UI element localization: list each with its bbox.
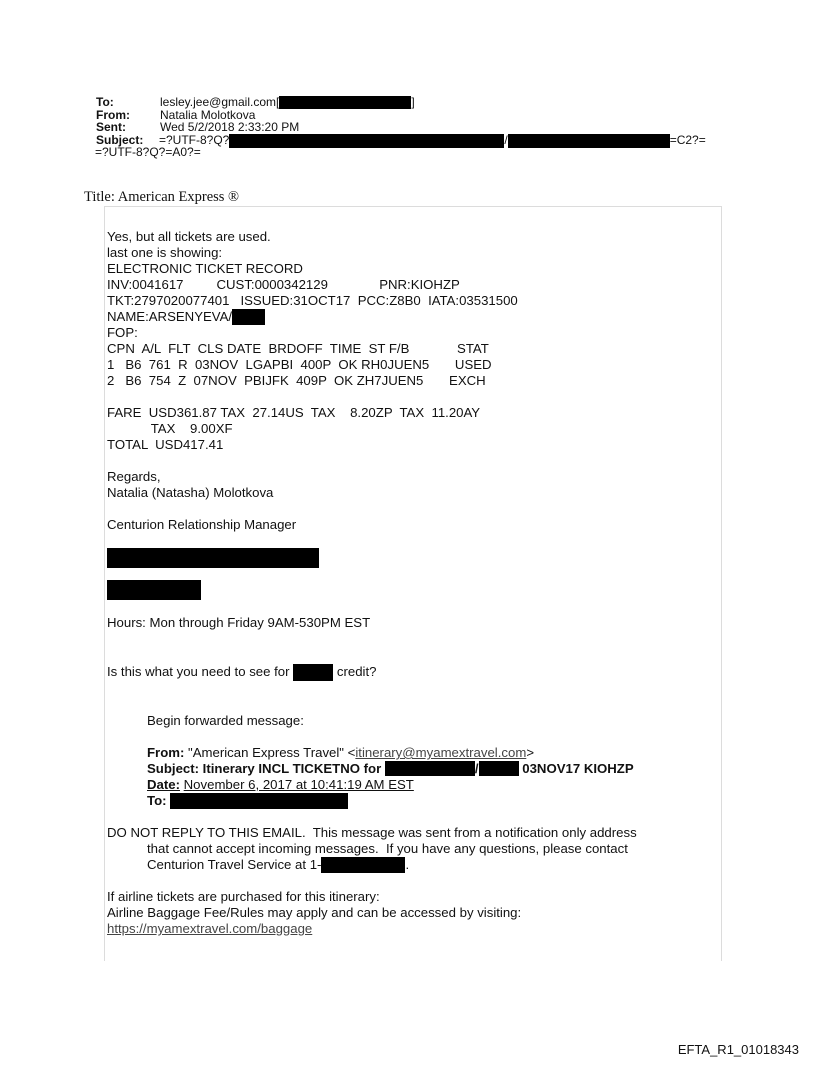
body-line: FOP: — [107, 325, 138, 340]
signature-title: Centurion Relationship Manager — [107, 517, 297, 532]
to-label: To: — [96, 95, 114, 109]
baggage-link[interactable]: https://myamextravel.com/baggage — [107, 921, 313, 936]
body-line: ELECTRONIC TICKET RECORD — [107, 261, 303, 276]
subject-label: Subject: — [96, 132, 144, 147]
fwd-subject-line — [147, 761, 634, 777]
redaction-to — [279, 96, 411, 109]
fwd-from-value: "American Express Travel" < — [188, 745, 356, 760]
fwd-to-label: To: — [147, 793, 167, 808]
sent-row — [96, 121, 706, 134]
question-line — [107, 664, 376, 681]
fwd-from-line — [147, 745, 534, 761]
fwd-subject: Subject: Itinerary INCL TICKETNO for — [147, 761, 382, 776]
fwd-date-line — [147, 777, 414, 793]
from-value: Natalia Molotkova — [160, 107, 256, 122]
fwd-from-label: From: — [147, 745, 185, 760]
body-line: TKT:2797020077401 ISSUED:31OCT17 PCC:Z8B0 IATA:03531500 — [107, 293, 518, 308]
fwd-subject-sep: / — [474, 761, 479, 776]
redaction-fwd-subject-1 — [385, 761, 475, 776]
to-value: lesley.jee@gmail.com[ — [160, 95, 280, 109]
body-line: 2 B6 754 Z 07NOV PBIJFK 409P OK ZH7JUEN5 EXCH — [107, 373, 486, 388]
notice-phone-line — [147, 857, 409, 873]
redaction-fwd-to — [170, 793, 348, 809]
fwd-subject-tail: 03NOV17 KIOHZP — [522, 761, 634, 776]
question-end: credit? — [336, 664, 377, 679]
subject-tail: =C2?= — [669, 132, 706, 147]
body-line: CPN A/L FLT CLS DATE BRDOFF TIME ST F/B STAT — [107, 341, 489, 356]
hours: Hours: Mon through Friday 9AM-530PM EST — [107, 615, 371, 630]
body-line: Yes, but all tickets are used. — [107, 229, 271, 244]
airline-line: Airline Baggage Fee/Rules may apply and can be accessed by visiting: — [107, 905, 522, 920]
redaction-name — [232, 309, 265, 325]
notice-line: DO NOT REPLY TO THIS EMAIL. This message was sent from a notification only address — [107, 825, 637, 840]
redaction-phone — [321, 857, 405, 873]
body-line: last one is showing: — [107, 245, 223, 260]
sent-label: Sent: — [96, 120, 126, 134]
fwd-from-end: > — [526, 745, 535, 760]
from-label: From: — [96, 107, 130, 122]
fwd-date-label: Date: — [147, 777, 180, 792]
fwd-date-value: November 6, 2017 at 10:41:19 AM EST — [183, 777, 414, 792]
document-id: EFTA_R1_01018343 — [677, 1042, 799, 1057]
subject-line2: =?UTF-8?Q?=A0?= — [95, 145, 201, 159]
body-line: 1 B6 761 R 03NOV LGAPBI 400P OK RH0JUEN5 USED — [107, 357, 492, 372]
forwarded-intro: Begin forwarded message: — [147, 713, 304, 728]
regards: Regards, — [107, 469, 161, 484]
body-line: FARE USD361.87 TAX 27.14US TAX 8.20ZP TAX 11.20AY — [107, 405, 481, 420]
redaction-fwd-subject-2 — [479, 761, 519, 776]
passenger-name: NAME:ARSENYEVA/ — [107, 309, 233, 324]
fwd-from-email-link[interactable]: itinerary@myamextravel.com — [355, 745, 527, 760]
sent-value: Wed 5/2/2018 2:33:20 PM — [160, 120, 300, 134]
body-line: TOTAL USD417.41 — [107, 437, 224, 452]
redaction-contact-2 — [107, 580, 201, 600]
subject-sep: / — [504, 132, 508, 147]
notice-end: . — [405, 857, 410, 872]
signature-name: Natalia (Natasha) Molotkova — [107, 485, 274, 500]
body-line: TAX 9.00XF — [107, 421, 233, 436]
redaction-question — [293, 664, 333, 681]
notice-line: that cannot accept incoming messages. If you have any questions, please contact — [147, 841, 628, 856]
redaction-contact-1 — [107, 548, 319, 568]
fwd-to-line — [147, 793, 348, 809]
subject-value: =?UTF-8?Q? — [159, 132, 230, 147]
document-title: Title: American Express ® — [84, 189, 240, 205]
email-header — [96, 96, 706, 159]
body-line: INV:0041617 CUST:0000342129 PNR:KIOHZP — [107, 277, 460, 292]
airline-line: If airline tickets are purchased for this itinerary: — [107, 889, 380, 904]
to-suffix: ] — [411, 95, 415, 109]
notice-text: Centurion Travel Service at 1- — [147, 857, 322, 872]
passenger-name-line — [107, 309, 265, 325]
question-text: Is this what you need to see for — [107, 664, 290, 679]
